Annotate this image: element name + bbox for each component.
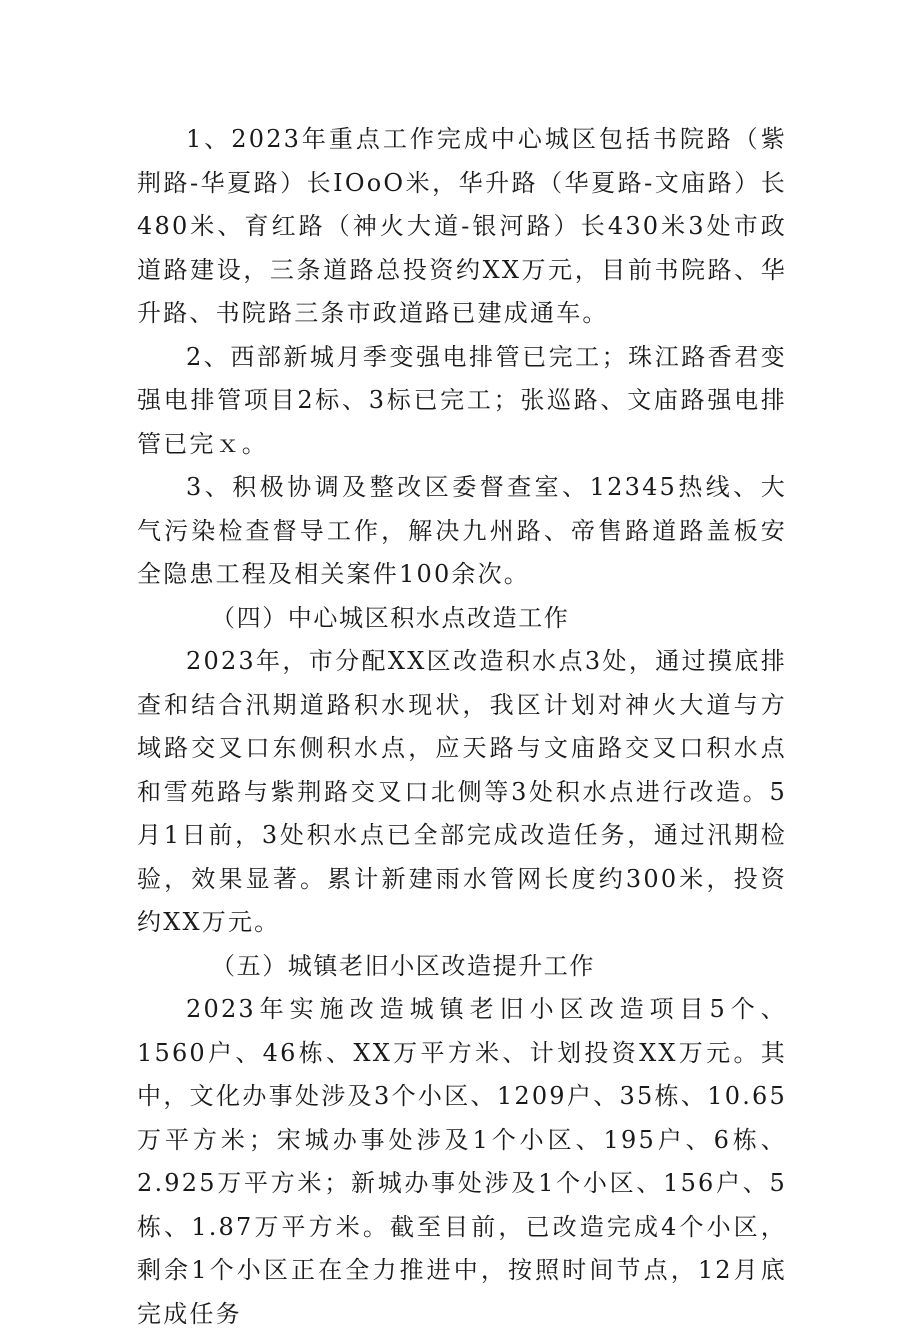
section-heading-old-communities: （五）城镇老旧小区改造提升工作: [211, 951, 595, 980]
section-heading-waterlogging: （四）中心城区积水点改造工作: [211, 603, 570, 632]
paragraph-coordination: 3、积极协调及整改区委督查室、12345热线、大气污染检查督导工作，解决九州路、帝售路道路盖板安全隐患工程及相关案件100余次。: [137, 473, 787, 588]
document-body: [137, 118, 787, 1336]
paragraph-road-construction: 1、2023年重点工作完成中心城区包括书院路（紫荆路-华夏路）长IOoO米，华升路（华夏路-文庙路）长480米、育红路（神火大道-银河路）长430米3处市政道路建设，三条道路总投资约XX万元，目前书院路、华升路、书院路三条市政道路已建成通车。: [137, 125, 787, 327]
paragraph-old-communities: 2023年实施改造城镇老旧小区改造项目5个、1560户、46栋、XX万平方米、计划投资XX万元。其中，文化办事处涉及3个小区、1209户、35栋、10.65万平方米；宋城办事处涉及1个小区、195户、6栋、2.925万平方米；新城办事处涉及1个小区、156户、5栋、1.87万平方米。截至目前，已改造完成4个小区，剩余1个小区正在全力推进中，按照时间节点，12月底完成任务: [137, 995, 787, 1328]
paragraph-power-conduits: 2、西部新城月季变强电排管已完工；珠江路香君变强电排管项目2标、3标已完工；张巡路、文庙路强电排管已完ｘ。: [137, 342, 787, 458]
paragraph-waterlogging: 2023年，市分配XX区改造积水点3处，通过摸底排查和结合汛期道路积水现状，我区计划对神火大道与方域路交叉口东侧积水点，应天路与文庙路交叉口积水点和雪苑路与紫荆路交叉口北侧等3处积水点进行改造。5月1日前，3处积水点已全部完成改造任务，通过汛期检验，效果显著。累计新建雨水管网长度约300米，投资约XX万元。: [137, 647, 787, 936]
